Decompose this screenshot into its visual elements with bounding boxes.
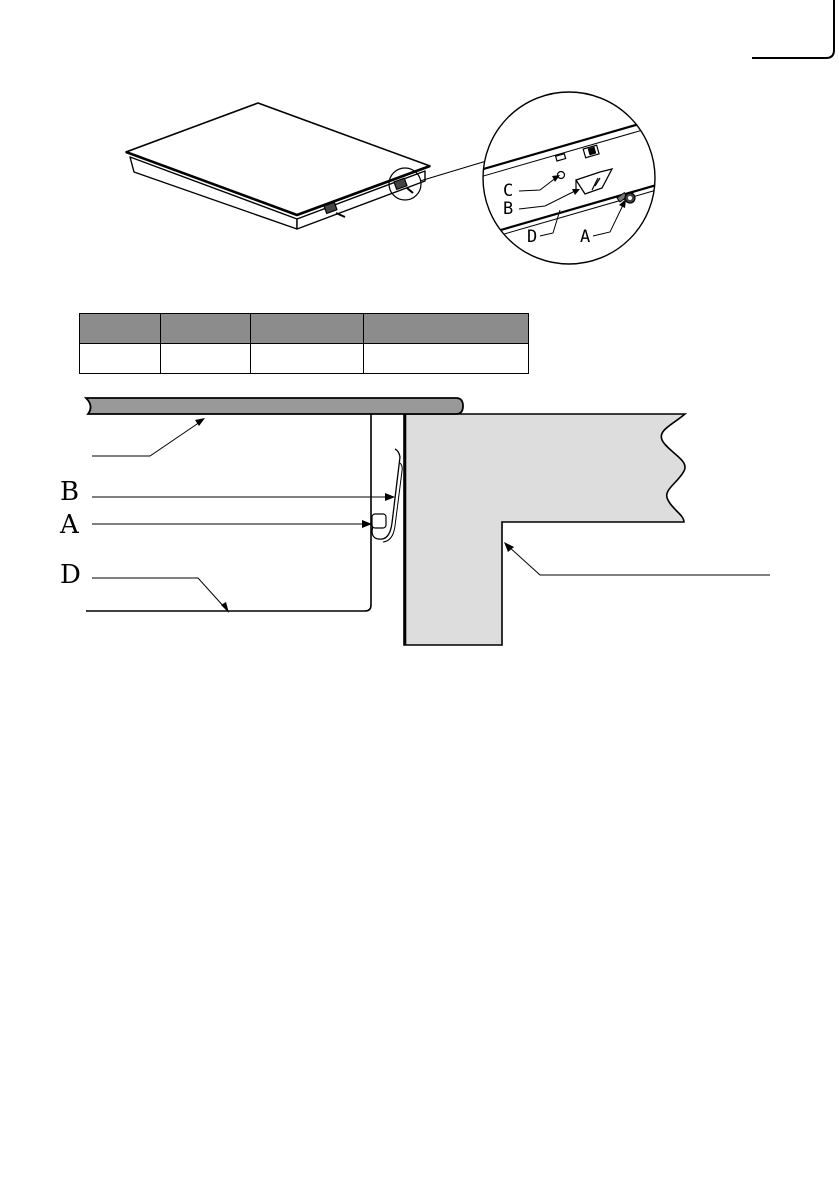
detail-label-c: C [503, 181, 514, 201]
section-view [59, 398, 770, 645]
spec-header-cell [161, 314, 251, 344]
spec-table [79, 313, 529, 374]
cooktop-glass [86, 398, 463, 414]
spec-table-header-row [80, 314, 529, 344]
spec-cell [251, 344, 364, 374]
spec-cell [80, 344, 161, 374]
detail-label-b: B [503, 199, 514, 219]
page-corner-border [752, 0, 834, 58]
detail-label-d: D [527, 227, 538, 247]
worktop-cabinet [404, 414, 685, 645]
section-label-a: A [60, 510, 79, 540]
spec-header-cell [251, 314, 364, 344]
spec-cell [364, 344, 529, 374]
spec-cell [161, 344, 251, 374]
section-label-d: D [60, 560, 81, 590]
spec-header-cell [364, 314, 529, 344]
spec-header-cell [80, 314, 161, 344]
spec-table-row [80, 344, 529, 374]
cooktop-illustration [126, 103, 430, 229]
bracket-screw [372, 514, 386, 528]
detail-magnifier [480, 92, 660, 264]
cooktop-top-surface [126, 103, 430, 215]
zoom-arrow [420, 159, 493, 181]
detail-circle [483, 92, 655, 264]
detail-label-a: A [580, 227, 591, 247]
cooktop-housing [86, 414, 371, 611]
section-label-b: B [60, 477, 80, 507]
